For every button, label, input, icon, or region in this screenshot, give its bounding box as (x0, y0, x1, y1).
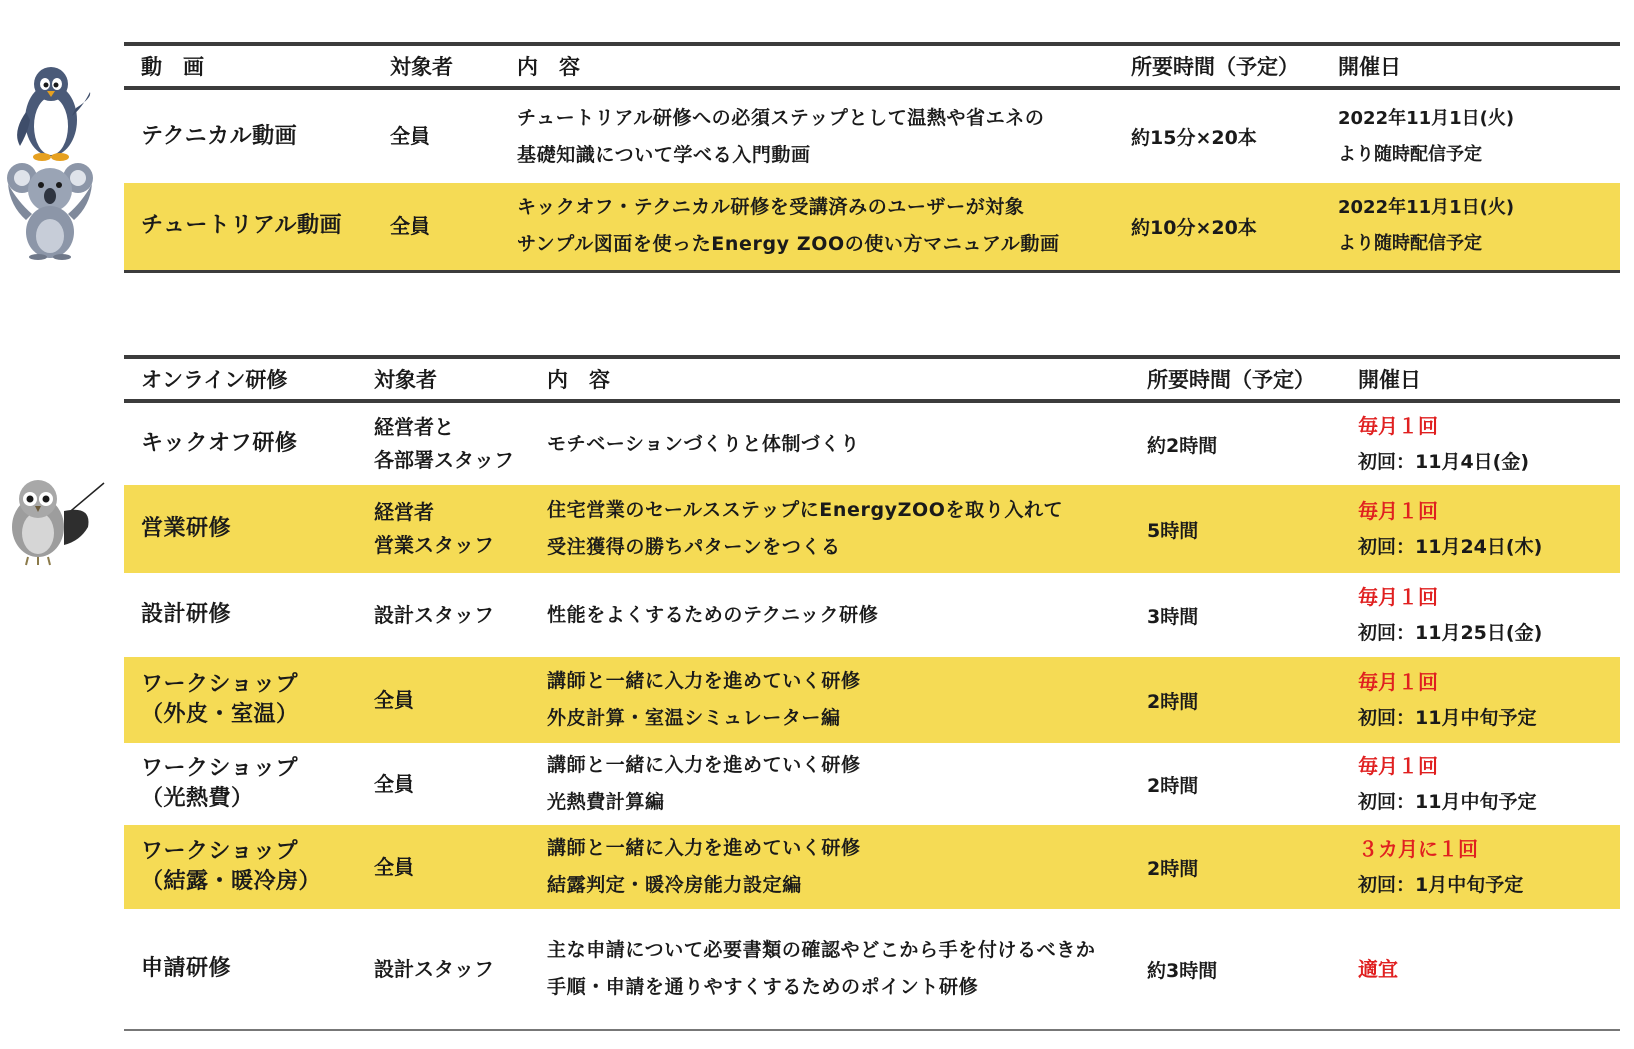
row-content (530, 573, 1130, 657)
row-duration: 約3時間 (1130, 909, 1341, 1030)
name-line: ワークショップ (141, 672, 299, 697)
row-content (530, 657, 1130, 743)
row-date (1341, 909, 1620, 1030)
first-session: 初回：1月中旬予定 (1358, 874, 1524, 896)
content-line: 外皮計算・室温シミュレーター編 (547, 707, 841, 729)
row-duration: 2時間 (1147, 774, 1199, 797)
content-line: 住宅営業のセールスステップにEnergyZOOを取り入れて (547, 499, 1064, 521)
row-duration: 約2時間 (1147, 434, 1218, 457)
name-line: ワークショップ (141, 839, 299, 864)
row-name (124, 657, 357, 743)
content-line: 光熱費計算編 (547, 791, 665, 813)
video-row-tutorial (124, 183, 1620, 271)
content-line: 結露判定・暖冷房能力設定編 (547, 874, 802, 896)
row-date (1341, 485, 1620, 573)
date-line: より随時配信予定 (1338, 233, 1482, 255)
row-duration: 約10分×20本 (1114, 183, 1321, 271)
penguin-illustration (6, 62, 96, 162)
row-name: チュートリアル動画 (124, 183, 373, 271)
content-line: モチベーションづくりと体制づくり (547, 432, 860, 455)
row-target: 全員 (390, 124, 430, 148)
frequency-text: 毎月１回 (1358, 414, 1438, 438)
row-target: 全員 (373, 183, 500, 271)
row-name: テクニカル動画 (141, 123, 298, 149)
row-date (1341, 657, 1620, 743)
frequency-text: 適宜 (1358, 957, 1398, 981)
training-row-workshop-envelope (124, 657, 1620, 743)
date-line: より随時配信予定 (1338, 143, 1482, 165)
frequency-text: 毎月１回 (1358, 754, 1438, 778)
training-row-application (124, 909, 1620, 1030)
header-target: 対象者 (373, 44, 500, 88)
online-table-header (124, 357, 1620, 401)
frequency-text: 毎月１回 (1358, 585, 1438, 609)
row-name (124, 909, 357, 1030)
row-target (357, 657, 530, 743)
row-date (1341, 401, 1620, 485)
frequency-text: ３カ月に１回 (1358, 837, 1478, 861)
row-duration: 2時間 (1130, 825, 1341, 909)
row-name (124, 743, 357, 825)
target-line: 全員 (374, 771, 414, 796)
row-content (500, 183, 1114, 271)
header-date: 開催日 (1321, 44, 1620, 88)
first-session: 初回：11月中旬予定 (1358, 707, 1537, 729)
target-line: 設計スタッフ (374, 602, 494, 627)
row-date (1341, 573, 1620, 657)
row-target (357, 573, 530, 657)
name-line: ワークショップ (141, 756, 299, 781)
name-line: 申請研修 (141, 956, 232, 981)
content-line: 主な申請について必要書類の確認やどこから手を付けるべきか (547, 939, 1096, 961)
first-session: 初回：11月25日(金) (1358, 622, 1543, 644)
first-session: 初回：11月24日(木) (1358, 536, 1543, 558)
row-duration: 2時間 (1130, 657, 1341, 743)
row-name (124, 825, 357, 909)
row-content (530, 485, 1130, 573)
content-line: 講師と一緒に入力を進めていく研修 (547, 670, 861, 692)
target-line: 経営者と (374, 415, 454, 439)
name-line: （外皮・室温） (141, 702, 299, 727)
content-line: チュートリアル研修への必須ステップとして温熱や省エネの (517, 106, 1045, 129)
date-line: 2022年11月1日(火) (1338, 107, 1515, 129)
name-line: キックオフ研修 (141, 431, 298, 456)
row-content (530, 825, 1130, 909)
row-date (1321, 88, 1620, 183)
content-line: 基礎知識について学べる入門動画 (517, 143, 811, 166)
row-date (1341, 743, 1620, 825)
target-line: 全員 (374, 854, 414, 879)
content-line: 受注獲得の勝ちパターンをつくる (547, 536, 841, 558)
content-line: キックオフ・テクニカル研修を受講済みのユーザーが対象 (517, 196, 1025, 219)
content-line: 講師と一緒に入力を進めていく研修 (547, 837, 861, 859)
row-name (124, 401, 357, 485)
target-line: 経営者 (374, 500, 434, 524)
row-target (357, 401, 530, 485)
target-line: 設計スタッフ (374, 956, 494, 981)
row-target (357, 485, 530, 573)
row-duration: 5時間 (1130, 485, 1341, 573)
row-content (500, 88, 1114, 183)
training-row-sales (124, 485, 1620, 573)
row-name (124, 573, 357, 657)
video-row-technical (124, 88, 1620, 183)
header-date: 開催日 (1341, 357, 1620, 401)
header-online: オンライン研修 (124, 357, 357, 401)
first-session: 初回：11月中旬予定 (1358, 791, 1537, 813)
video-table (124, 42, 1620, 273)
frequency-text: 毎月１回 (1358, 670, 1438, 694)
row-name (124, 485, 357, 573)
row-date (1321, 183, 1620, 271)
content-line: 性能をよくするためのテクニック研修 (547, 603, 879, 626)
first-session: 初回：11月4日(金) (1358, 451, 1530, 473)
name-line: 設計研修 (141, 602, 232, 627)
row-content (530, 743, 1130, 825)
content-line: 講師と一緒に入力を進めていく研修 (547, 754, 861, 776)
row-duration: 3時間 (1147, 605, 1199, 628)
row-target (357, 825, 530, 909)
header-video: 動 画 (124, 44, 373, 88)
online-training-table (124, 355, 1620, 1031)
row-target (357, 909, 530, 1030)
video-table-header (124, 44, 1620, 88)
row-content (530, 909, 1130, 1030)
name-line: （光熱費） (141, 786, 254, 811)
target-line: 各部署スタッフ (374, 448, 514, 472)
header-duration: 所要時間（予定） (1130, 357, 1341, 401)
row-content (530, 401, 1130, 485)
content-line: サンプル図面を使ったEnergy ZOOの使い方マニュアル動画 (517, 233, 1060, 256)
training-row-design (124, 573, 1620, 657)
training-row-kickoff (124, 401, 1620, 485)
row-target (357, 743, 530, 825)
owl-illustration (4, 475, 108, 567)
header-duration: 所要時間（予定） (1114, 44, 1321, 88)
frequency-text: 毎月１回 (1358, 499, 1438, 523)
header-content: 内 容 (530, 357, 1130, 401)
training-row-workshop-utility (124, 743, 1620, 825)
row-duration: 約15分×20本 (1131, 127, 1257, 149)
target-line: 営業スタッフ (374, 533, 494, 557)
target-line: 全員 (374, 687, 414, 712)
header-target: 対象者 (357, 357, 530, 401)
header-content: 内 容 (500, 44, 1114, 88)
name-line: （結露・暖冷房） (141, 869, 322, 894)
row-date (1341, 825, 1620, 909)
name-line: 営業研修 (141, 516, 232, 541)
koala-illustration (2, 158, 98, 260)
content-line: 手順・申請を通りやすくするためのポイント研修 (547, 976, 979, 998)
training-row-workshop-condensation (124, 825, 1620, 909)
date-line: 2022年11月1日(火) (1338, 197, 1515, 219)
